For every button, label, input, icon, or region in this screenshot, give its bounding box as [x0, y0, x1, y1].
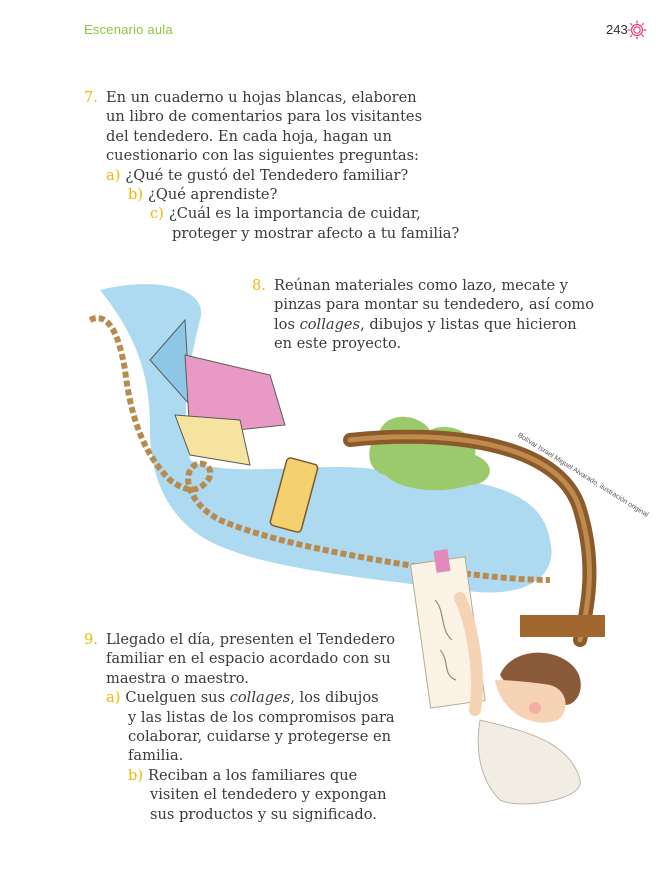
- sub-item-text: Reciban a los familiares que: [148, 766, 358, 784]
- sub-item-letter: b): [128, 186, 144, 203]
- section-title: Escenario aula: [84, 22, 173, 37]
- sub-item-a: [106, 166, 408, 185]
- text-span: los: [274, 315, 300, 333]
- text-line: maestra o maestro.: [106, 669, 249, 687]
- sub-item-letter: a): [106, 689, 121, 707]
- sub-item-letter: b): [128, 766, 144, 784]
- item-number: 8.: [252, 277, 266, 294]
- text-line: proteger y mostrar afecto a tu familia?: [172, 224, 460, 242]
- sub-item-letter: c): [150, 205, 164, 223]
- text-line: En un cuaderno u hojas blancas, elaboren: [106, 89, 417, 106]
- text-line: del tendedero. En cada hoja, hagan un: [106, 127, 392, 145]
- text-line: en este proyecto.: [274, 335, 402, 353]
- sub-item-letter: a): [106, 166, 121, 184]
- sub-item-text: ¿Cuál es la importancia de cuidar,: [168, 205, 421, 223]
- item-number: 9.: [84, 631, 98, 648]
- text-line: sus productos y su significado.: [150, 805, 377, 823]
- sub-item-text: ¿Qué aprendiste?: [148, 186, 278, 203]
- text-line: un libro de comentarios para los visitantes: [106, 108, 423, 126]
- child-shirt: [478, 720, 580, 804]
- text-span: , dibujos y listas que hicieron: [360, 315, 577, 333]
- text-line: cuestionario con las siguientes preguntas:: [106, 147, 419, 165]
- text-line: [274, 315, 577, 334]
- text-line: pinzas para montar su tendedero, así como: [274, 296, 594, 314]
- page-number: 243: [606, 22, 628, 37]
- sub-item-c: [150, 204, 421, 223]
- text-line: Reúnan materiales como lazo, mecate y: [274, 277, 569, 294]
- sub-item-b: [128, 766, 357, 785]
- text-line: familia.: [128, 747, 184, 765]
- sub-item-b: [128, 185, 277, 204]
- sun-ornament-icon: [627, 20, 647, 40]
- text-line: y las listas de los compromisos para: [128, 708, 395, 726]
- sub-item-text: ¿Qué te gustó del Tendedero familiar?: [125, 166, 409, 184]
- text-line: Llegado el día, presenten el Tendedero: [106, 631, 396, 648]
- text-emphasis: collages: [229, 689, 291, 707]
- item-7: [84, 88, 460, 248]
- text-emphasis: collages: [299, 315, 361, 333]
- item-8: [252, 276, 592, 356]
- item-9: [84, 630, 404, 830]
- sub-item-a: [106, 688, 379, 707]
- text-span: , los dibujos: [290, 689, 379, 707]
- item-number: 7.: [84, 89, 98, 106]
- illustration-credit: Bolívar Israel Miguel Alvarado, ilustración original: [516, 432, 650, 519]
- text-span: Cuelguen sus: [125, 689, 230, 707]
- text-line: familiar en el espacio acordado con su: [106, 650, 391, 668]
- window-sill: [520, 615, 605, 637]
- text-line: colaborar, cuidarse y protegerse en: [128, 728, 392, 745]
- text-line: visiten el tendedero y expongan: [150, 786, 387, 804]
